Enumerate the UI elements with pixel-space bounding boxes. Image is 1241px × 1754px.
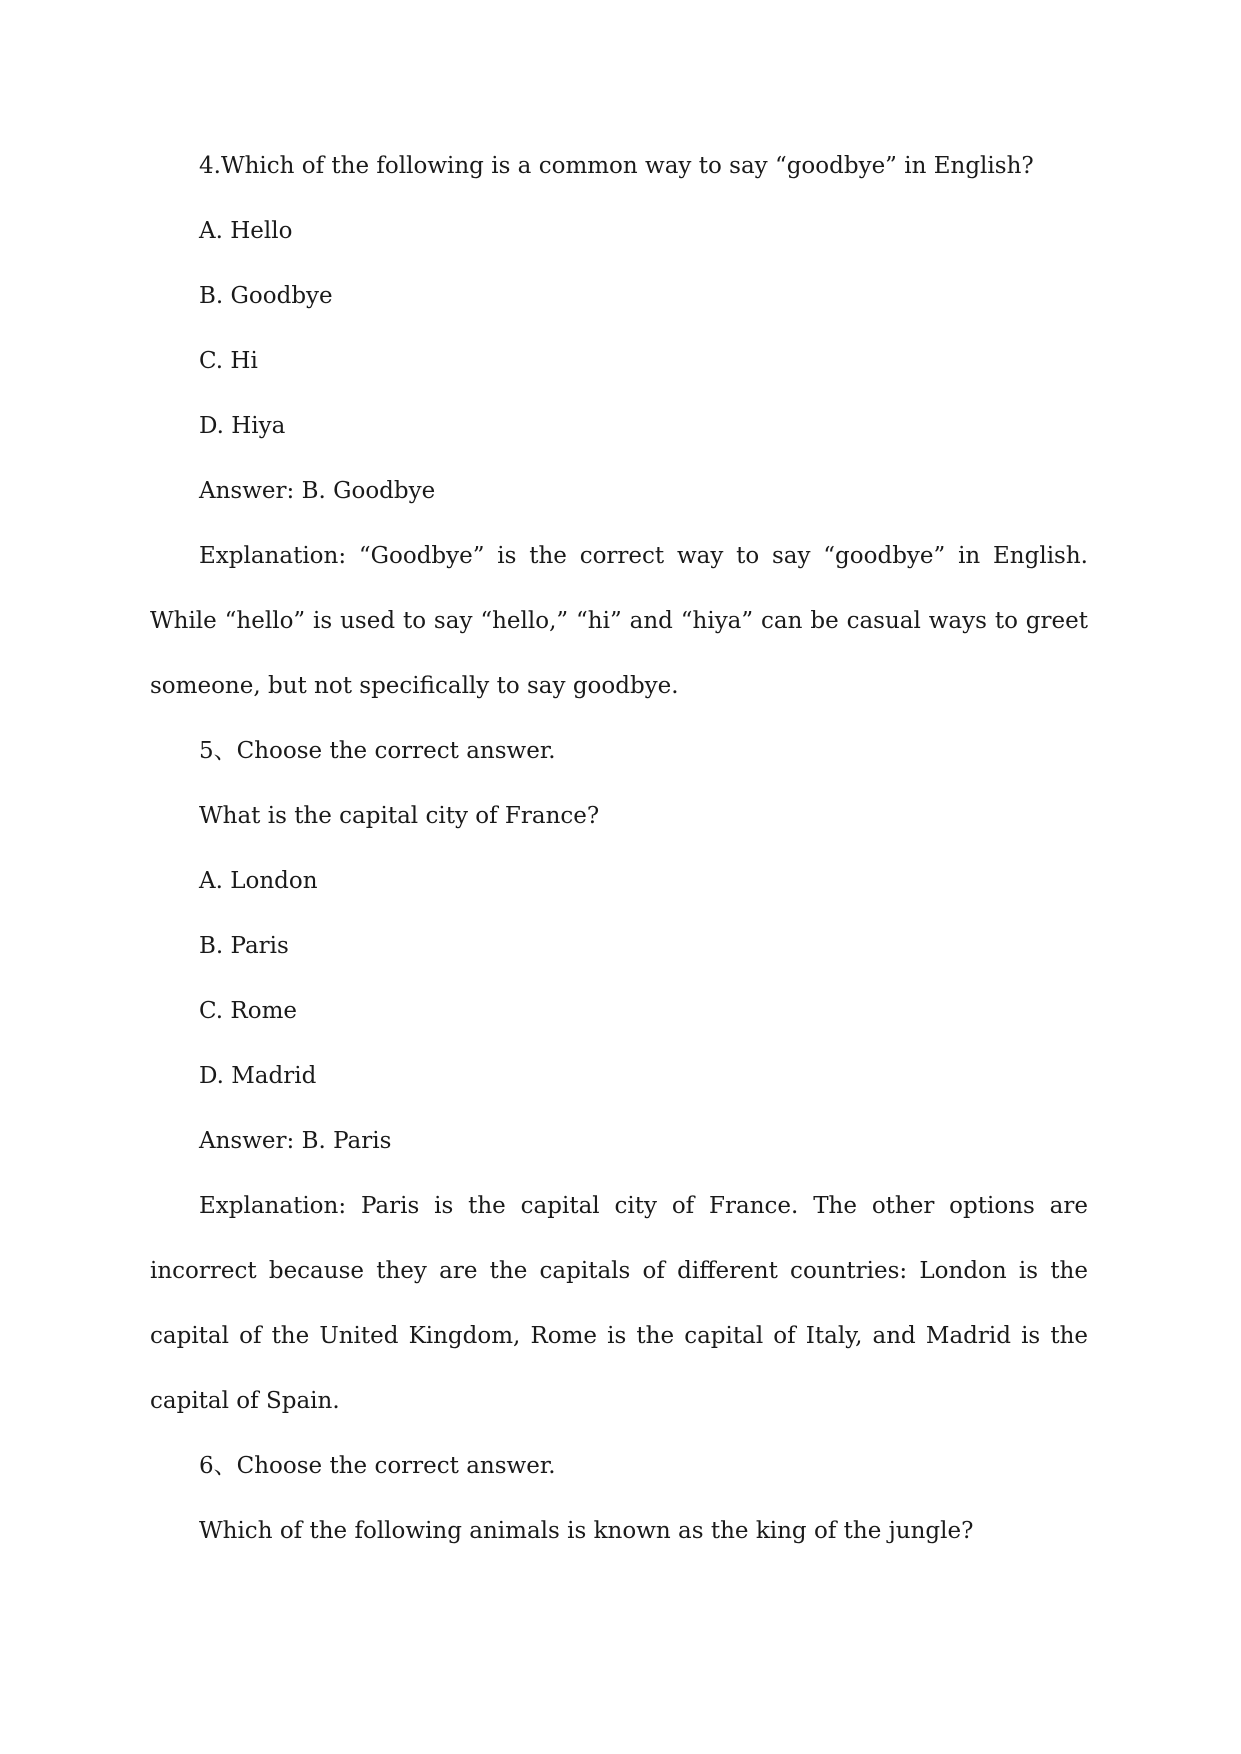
- q4-option-a: A. Hello: [199, 218, 293, 244]
- document-body: [150, 134, 1088, 1564]
- q5-option-a: A. London: [199, 868, 318, 894]
- q4-answer: Answer: B. Goodbye: [199, 478, 436, 504]
- q4-option-b: B. Goodbye: [199, 283, 333, 309]
- q4-option-d: D. Hiya: [199, 413, 286, 439]
- q4-explanation: Explanation: “Goodbye” is the correct way to say “goodbye” in English. While “hello” is used to say “hello,” “hi” and “hiya” can be casual ways to greet someone, but not specifically to say goodbye.: [150, 543, 1088, 699]
- q5-option-c: C. Rome: [199, 998, 297, 1024]
- q5-instruction: 5、Choose the correct answer.: [199, 738, 556, 764]
- q5-explanation: Explanation: Paris is the capital city of France. The other options are incorrect because they are the capitals of different countries: London is the capital of the United Kingdom, Rome is the capital of Italy, and Madrid is the capital of Spain.: [150, 1193, 1088, 1414]
- q6-instruction: 6、Choose the correct answer.: [199, 1453, 556, 1479]
- question-6-text: Which of the following animals is known as the king of the jungle?: [199, 1518, 974, 1544]
- question-5-text: What is the capital city of France?: [199, 803, 600, 829]
- q4-option-c: C. Hi: [199, 348, 258, 374]
- question-4-text: 4.Which of the following is a common way to say “goodbye” in English?: [199, 153, 1034, 179]
- q5-option-b: B. Paris: [199, 933, 289, 959]
- q5-answer: Answer: B. Paris: [199, 1128, 392, 1154]
- q5-option-d: D. Madrid: [199, 1063, 317, 1089]
